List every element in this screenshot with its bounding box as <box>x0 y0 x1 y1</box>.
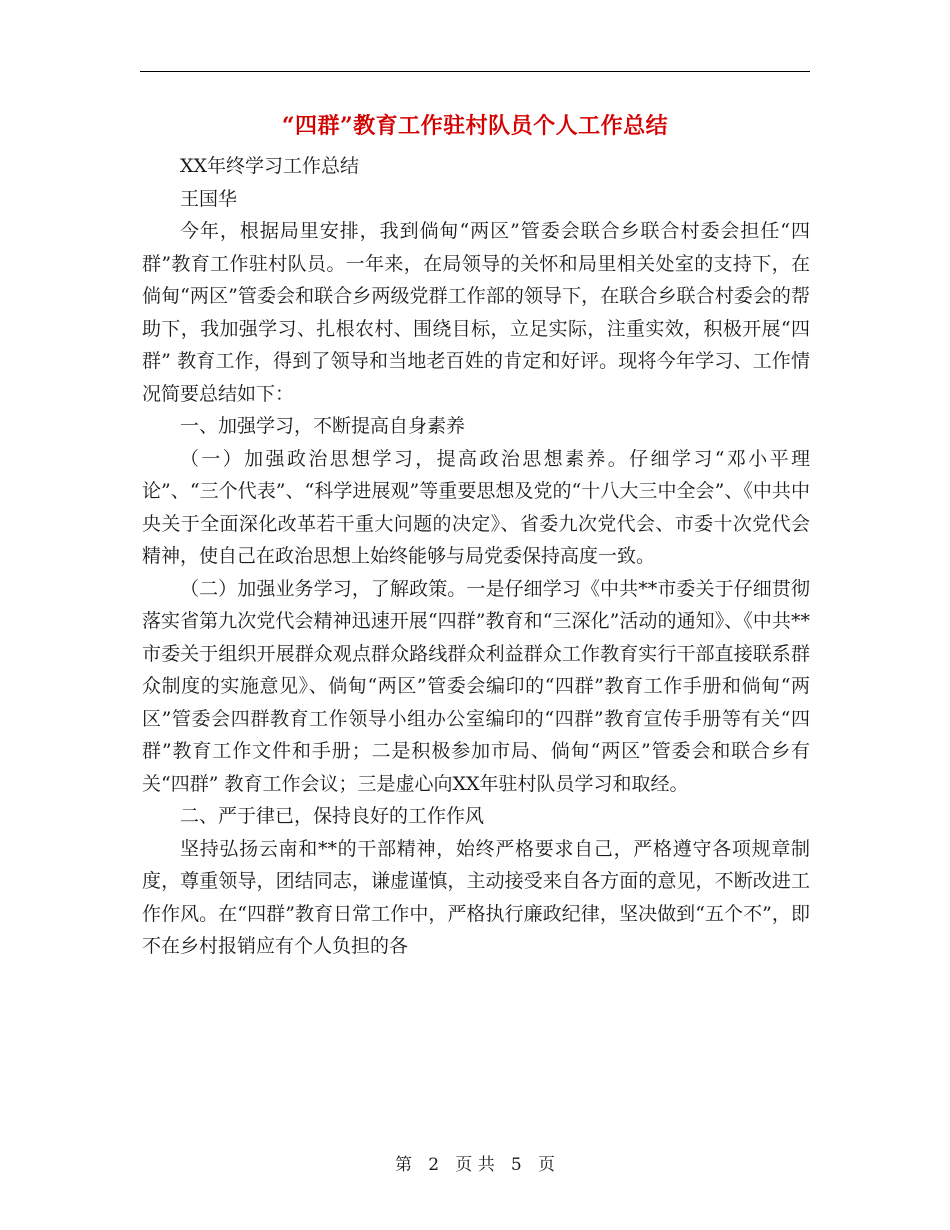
footer-prefix: 第 <box>395 1155 413 1175</box>
footer-total-pages: 5 <box>510 1155 522 1175</box>
paragraph-political-study: （一）加强政治思想学习，提高政治思想素养。仔细学习“邓小平理论”、“三个代表”、“科学进展观”等重要思想及党的“十八大三中全会”、《中共中央关于全面深化改革若干重大问题的决定》、省委九次党代会、市委十次党代会精神，使自己在政治思想上始终能够与局党委保持高度一致。 <box>142 447 810 567</box>
paragraph-business-study: （二）加强业务学习，了解政策。一是仔细学习《中共**市委关于仔细贯彻落实省第九次党代会精神迅速开展“四群”教育和“三深化”活动的通知》、《中共**市委关于组织开展群众观点群众路线群众利益群众工作教育实行干部直接联系群众制度的实施意见》、倘甸“两区”管委会编印的“四群”教育工作手册和倘甸“两区”管委会四群教育工作领导小组办公室编印的“四群”教育宣传手册等有关“四群”教育工作文件和手册；二是积极参加市局、倘甸“两区”管委会和联合乡有关“四群” 教育工作会议；三是虚心向XX年驻村队员学习和取经。 <box>142 577 810 795</box>
paragraph-intro: 今年，根据局里安排，我到倘甸“两区”管委会联合乡联合村委会担任“四群”教育工作驻村队员。一年来，在局领导的关怀和局里相关处室的支持下，在倘甸“两区”管委会和联合乡两级党群工作部的领导下，在联合乡联合村委会的帮助下，我加强学习、扎根农村、围绕目标，立足实际，注重实效，积极开展“四群” 教育工作，得到了领导和当地老百姓的肯定和好评。现将今年学习、工作情况简要总结如下： <box>142 220 810 405</box>
paragraph-subtitle: XX年终学习工作总结 <box>180 155 360 177</box>
document-title: “四群”教育工作驻村队员个人工作总结 <box>281 113 669 139</box>
header-rule <box>140 71 810 72</box>
page-footer <box>0 1153 950 1177</box>
paragraph-author: 王国华 <box>180 187 238 210</box>
footer-page-number: 2 <box>428 1155 440 1175</box>
footer-middle: 页 共 <box>455 1155 495 1175</box>
footer-suffix: 页 <box>537 1155 555 1175</box>
section-heading-2: 二、严于律已，保持良好的工作作风 <box>180 805 485 827</box>
section-heading-1: 一、加强学习，不断提高自身素养 <box>180 415 466 437</box>
document-body <box>142 150 810 963</box>
paragraph-work-style: 坚持弘扬云南和**的干部精神，始终严格要求自己，严格遵守各项规章制度，尊重领导，团结同志，谦虚谨慎，主动接受来自各方面的意见，不断改进工作作风。在“四群”教育日常工作中，严格执行廉政纪律，坚决做到“五个不”，即不在乡村报销应有个人负担的各 <box>142 837 810 957</box>
